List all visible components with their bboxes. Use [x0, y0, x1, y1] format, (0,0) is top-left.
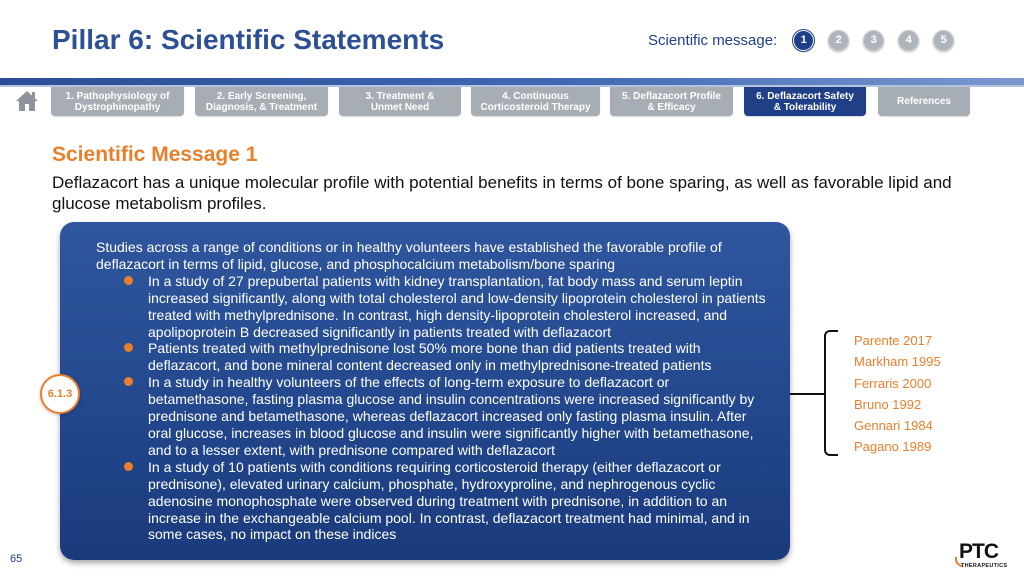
bullet-text: Patients treated with methylprednisone lost 50% more bone than did patients treated with deflazacort, and bone mineral content decreased only in methylprednisone-treated patients: [148, 340, 712, 374]
logo-subtext: THERAPEUTICS: [961, 563, 1008, 569]
statement-bullet-list: [112, 273, 772, 544]
message-4-button[interactable]: 4: [898, 30, 919, 51]
tab-label-line1: References: [897, 96, 951, 107]
message-nav-label: Scientific message:: [648, 31, 778, 49]
home-icon: [14, 88, 40, 114]
section-title: Scientific Message 1: [52, 143, 258, 166]
statement-bullet: [112, 459, 772, 544]
tab-label-line1: 4. Continuous: [502, 90, 569, 102]
statement-bullet: [112, 340, 772, 374]
statement-bullet: [112, 374, 772, 459]
ptc-logo: [955, 540, 1017, 572]
reference-link[interactable]: Pagano 1989: [854, 439, 932, 455]
logo-wordmark: PTC: [959, 540, 998, 563]
tab-label-line1: 6. Deflazacort Safety: [756, 90, 854, 102]
tab-label-line2: Unmet Need: [370, 101, 430, 113]
scientific-message-summary: Deflazacort has a unique molecular profile with potential benefits in terms of bone sparing, as well as favorable lipid and glucose metabolism profiles.: [52, 173, 952, 213]
reference-link[interactable]: Gennari 1984: [854, 418, 933, 434]
tab-deflazacort-profile[interactable]: [610, 87, 733, 116]
scientific-message-nav: [648, 28, 968, 52]
tab-label-line1: 1. Pathophysiology of: [65, 90, 170, 102]
tab-continuous-corticosteroid[interactable]: [471, 87, 600, 116]
bullet-dot-icon: [124, 377, 133, 386]
tab-label-line2: Dystrophinopathy: [74, 101, 161, 113]
reference-link[interactable]: Ferraris 2000: [854, 375, 932, 391]
bullet-dot-icon: [124, 343, 133, 352]
statement-bullet: [112, 273, 772, 341]
statement-id-badge: 6.1.3: [40, 374, 80, 414]
tab-deflazacort-safety[interactable]: [744, 87, 866, 116]
bullet-dot-icon: [124, 462, 133, 471]
tab-label-line1: 3. Treatment &: [365, 90, 435, 102]
header-band: [0, 78, 1024, 85]
tab-label-line1: 5. Deflazacort Profile: [622, 90, 721, 102]
reference-link[interactable]: Parente 2017: [854, 333, 933, 348]
tab-label-line1: 2. Early Screening,: [216, 90, 307, 102]
reference-link[interactable]: Bruno 1992: [854, 396, 922, 412]
tab-label-line2: & Efficacy: [647, 101, 696, 113]
tab-treatment-unmet-need[interactable]: [339, 87, 461, 116]
page-title: Pillar 6: Scientific Statements: [52, 24, 445, 55]
tab-label-line2: Diagnosis, & Treatment: [205, 101, 318, 113]
reference-bracket: [824, 330, 838, 456]
tab-early-screening[interactable]: [195, 87, 328, 116]
home-button[interactable]: [14, 88, 40, 114]
tab-label-line2: Corticosteroid Therapy: [480, 101, 591, 113]
message-3-button[interactable]: 3: [863, 30, 884, 51]
bullet-text: In a study of 10 patients with conditions requiring corticosteroid therapy (either deflazacort or prednisone), elevated urinary calcium, phosphate, hydroxyproline, and nephrogenous cyclic adenosine monophosphate were observed during treatment with prednisone, in addition to an increase in the exchangeable calcium pool. In contrast, deflazacort treatment had minimal, and in some cases, no impact on these indices: [148, 458, 750, 543]
reference-link[interactable]: Markham 1995: [854, 354, 941, 370]
message-1-button[interactable]: 1: [793, 30, 814, 51]
message-5-button[interactable]: 5: [933, 30, 954, 51]
tab-pathophysiology[interactable]: [51, 87, 184, 116]
reference-list: [854, 330, 941, 458]
reference-connector-line: [790, 393, 824, 395]
statement-content-box: [60, 222, 790, 560]
bullet-text: In a study of 27 prepubertal patients with kidney transplantation, fat body mass and serum leptin increased significantly, along with total cholesterol and low-density lipoprotein cholesterol in patients treated with methylprednisone. In contrast, high density-lipoprotein cholesterol increased, and apolipoprotein B decreased significantly in patients treated with deflazacort: [148, 272, 766, 340]
bullet-text: In a study in healthy volunteers of the effects of long-term exposure to deflazacort or betamethasone, fasting plasma glucose and insulin concentrations were increased significantly by prednisone and betamethasone, whereas deflazacort increased only fasting plasma insulin. After oral glucose, increases in blood glucose and insulin were significantly higher with betamethasone, and to a lesser extent, with prednisone compared with deflazacort: [148, 374, 755, 458]
statement-intro: Studies across a range of conditions or in healthy volunteers have established the favorable profile of deflazacort in terms of lipid, glucose, and phosphocalcium metabolism/bone sparing: [96, 239, 722, 272]
message-2-button[interactable]: 2: [828, 30, 849, 51]
bullet-dot-icon: [124, 276, 133, 285]
page-number: 65: [10, 553, 23, 565]
tab-references[interactable]: [878, 87, 970, 116]
tab-label-line2: & Tolerability: [773, 101, 837, 113]
